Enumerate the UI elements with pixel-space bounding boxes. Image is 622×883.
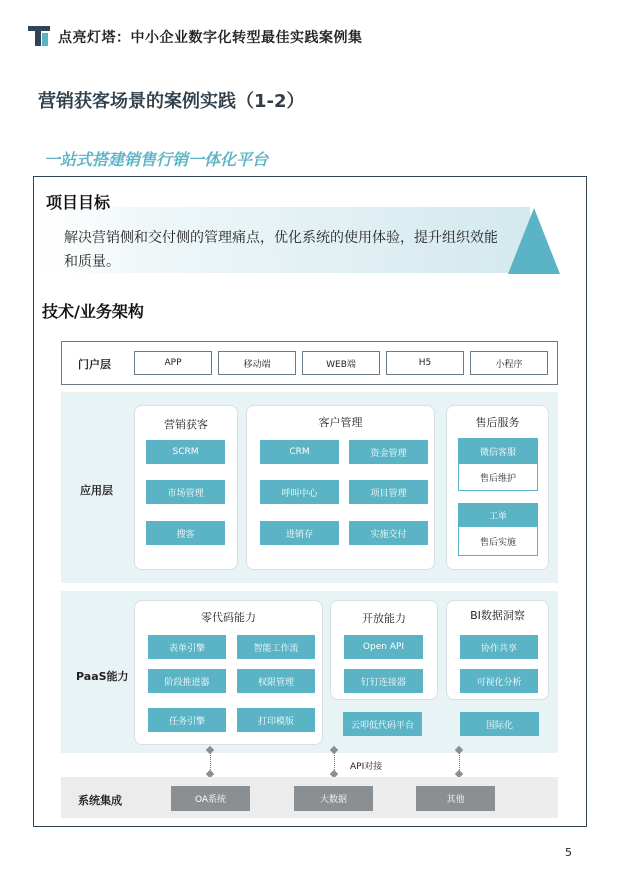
subtitle: 一站式搭建销售行销一体化平台 [44,150,269,169]
module-lowcode-platform: 云叩低代码平台 [343,712,422,736]
module-fund-management: 资金管理 [349,440,428,464]
module-market-management: 市场管理 [146,480,225,504]
module-task-engine: 任务引擎 [148,708,226,732]
module-dingtalk-connector: 钉钉连接器 [344,669,423,693]
header-title: 点亮灯塔：中小企业数字化转型最佳实践案例集 [58,30,363,46]
module-after-sales-maintenance: 售后维护 [459,464,537,490]
lighthouse-logo-icon [28,26,50,46]
module-scrm: SCRM [146,440,225,464]
goal-text: 解决营销侧和交付侧的管理痛点，优化系统的使用体验，提升组织效能和质量。 [64,230,498,270]
module-form-engine: 表单引擎 [148,635,226,659]
module-work-order: 工单 [458,503,538,527]
module-delivery: 实施交付 [349,521,428,545]
bi-group-title: BI数据洞察 [470,609,525,622]
architecture-heading: 技术/业务架构 [42,302,144,321]
goal-triangle-decoration [508,208,560,274]
marketing-group-title: 营销获客 [164,418,208,431]
module-souke: 搜客 [146,521,225,545]
portal-item-miniprogram: 小程序 [470,351,548,375]
module-after-sales-implementation: 售后实施 [459,527,537,555]
portal-item-h5: H5 [386,351,464,375]
module-print-template: 打印模版 [237,708,315,732]
goal-heading: 项目目标 [46,193,111,212]
portal-item-app: APP [134,351,212,375]
module-wechat-service: 微信客服 [458,438,538,464]
module-call-center: 呼叫中心 [260,480,339,504]
after-sales-group-title: 售后服务 [475,416,520,429]
module-internationalization: 国际化 [460,712,539,736]
module-collaboration: 协作共享 [460,635,538,659]
open-group-title: 开放能力 [362,612,406,625]
module-crm: CRM [260,440,339,464]
system-other: 其他 [416,786,495,811]
app-layer-label: 应用层 [80,484,113,497]
lowcode-group-title: 零代码能力 [201,611,256,624]
page-number: 5 [565,846,572,859]
module-visual-analytics: 可视化分析 [460,669,538,693]
module-permission-management: 权限管理 [237,669,315,693]
portal-item-mobile: 移动端 [218,351,296,375]
page-title: 营销获客场景的案例实践（1-2） [38,91,305,112]
api-label: API对接 [350,762,383,772]
portal-item-web: WEB端 [302,351,380,375]
module-project-management: 项目管理 [349,480,428,504]
customer-group-title: 客户管理 [318,416,363,429]
paas-layer-label: PaaS能力 [76,670,129,683]
module-open-api: Open API [344,635,423,659]
module-inventory: 进销存 [260,521,339,545]
system-bigdata: 大数据 [294,786,373,811]
module-smart-workflow: 智能工作流 [237,635,315,659]
portal-layer-label: 门户层 [78,358,111,371]
system-layer-label: 系统集成 [78,794,122,807]
system-oa: OA系统 [171,786,250,811]
module-stage-advancer: 阶段推进器 [148,669,226,693]
